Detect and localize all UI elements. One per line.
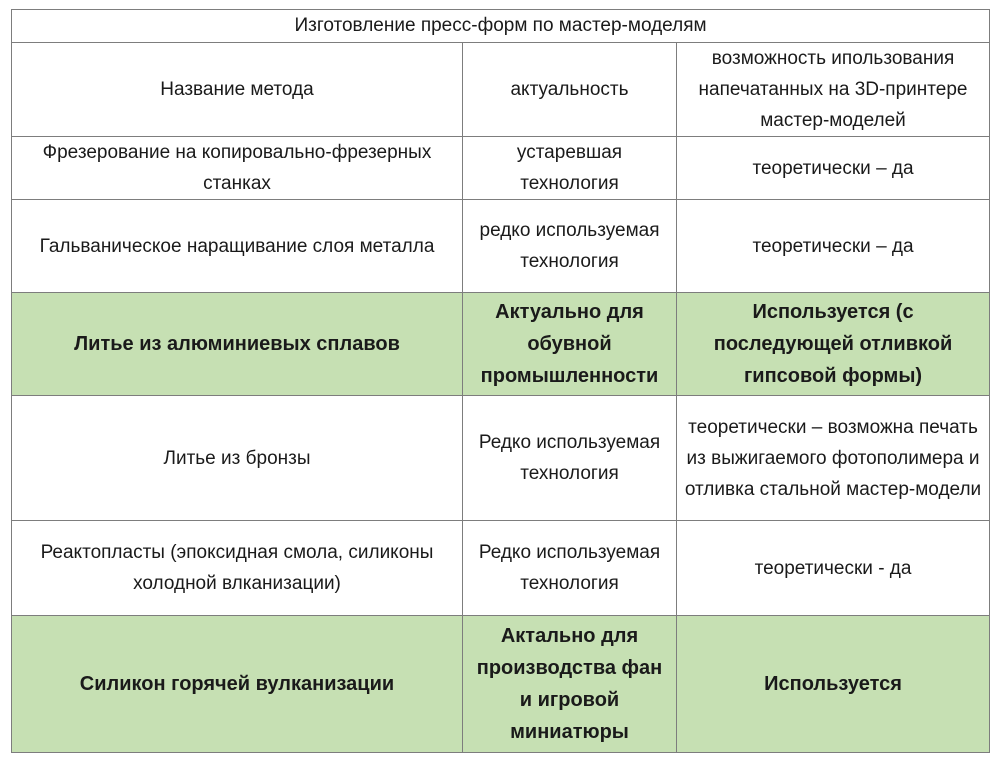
table-row-highlighted [12, 293, 990, 396]
table-row [12, 200, 990, 293]
cell-usage: теоретически – возможна печать из выжигаемого фотополимера и отливка стальной мастер-модели [677, 396, 990, 521]
cell-relevance: устаревшая технология [463, 137, 677, 200]
cell-usage: Используется [677, 616, 990, 753]
cell-method: Фрезерование на копировально-фрезерных станках [12, 137, 463, 200]
cell-method: Литье из алюминиевых сплавов [12, 293, 463, 396]
cell-usage: теоретически - да [677, 521, 990, 616]
cell-method: Гальваническое наращивание слоя металла [12, 200, 463, 293]
header-method: Название метода [12, 43, 463, 137]
table-title-row [12, 10, 990, 43]
cell-relevance: Редко используемая технология [463, 521, 677, 616]
table-header-row [12, 43, 990, 137]
table-row [12, 137, 990, 200]
header-relevance: актуальность [463, 43, 677, 137]
methods-table [11, 9, 990, 753]
table-row-highlighted [12, 616, 990, 753]
cell-relevance: Редко используемая технология [463, 396, 677, 521]
cell-usage: теоретически – да [677, 200, 990, 293]
cell-usage: теоретически – да [677, 137, 990, 200]
table-row [12, 521, 990, 616]
cell-relevance: Актуально для обувной промышленности [463, 293, 677, 396]
cell-method: Реактопласты (эпоксидная смола, силиконы холодной влканизации) [12, 521, 463, 616]
cell-relevance: Актально для производства фан и игровой миниатюры [463, 616, 677, 753]
cell-usage: Используется (с последующей отливкой гипсовой формы) [677, 293, 990, 396]
table-row [12, 396, 990, 521]
header-usage: возможность ипользования напечатанных на 3D-принтере мастер-моделей [677, 43, 990, 137]
cell-method: Литье из бронзы [12, 396, 463, 521]
cell-relevance: редко используемая технология [463, 200, 677, 293]
table-title: Изготовление пресс-форм по мастер-моделям [12, 10, 990, 43]
cell-method: Силикон горячей вулканизации [12, 616, 463, 753]
